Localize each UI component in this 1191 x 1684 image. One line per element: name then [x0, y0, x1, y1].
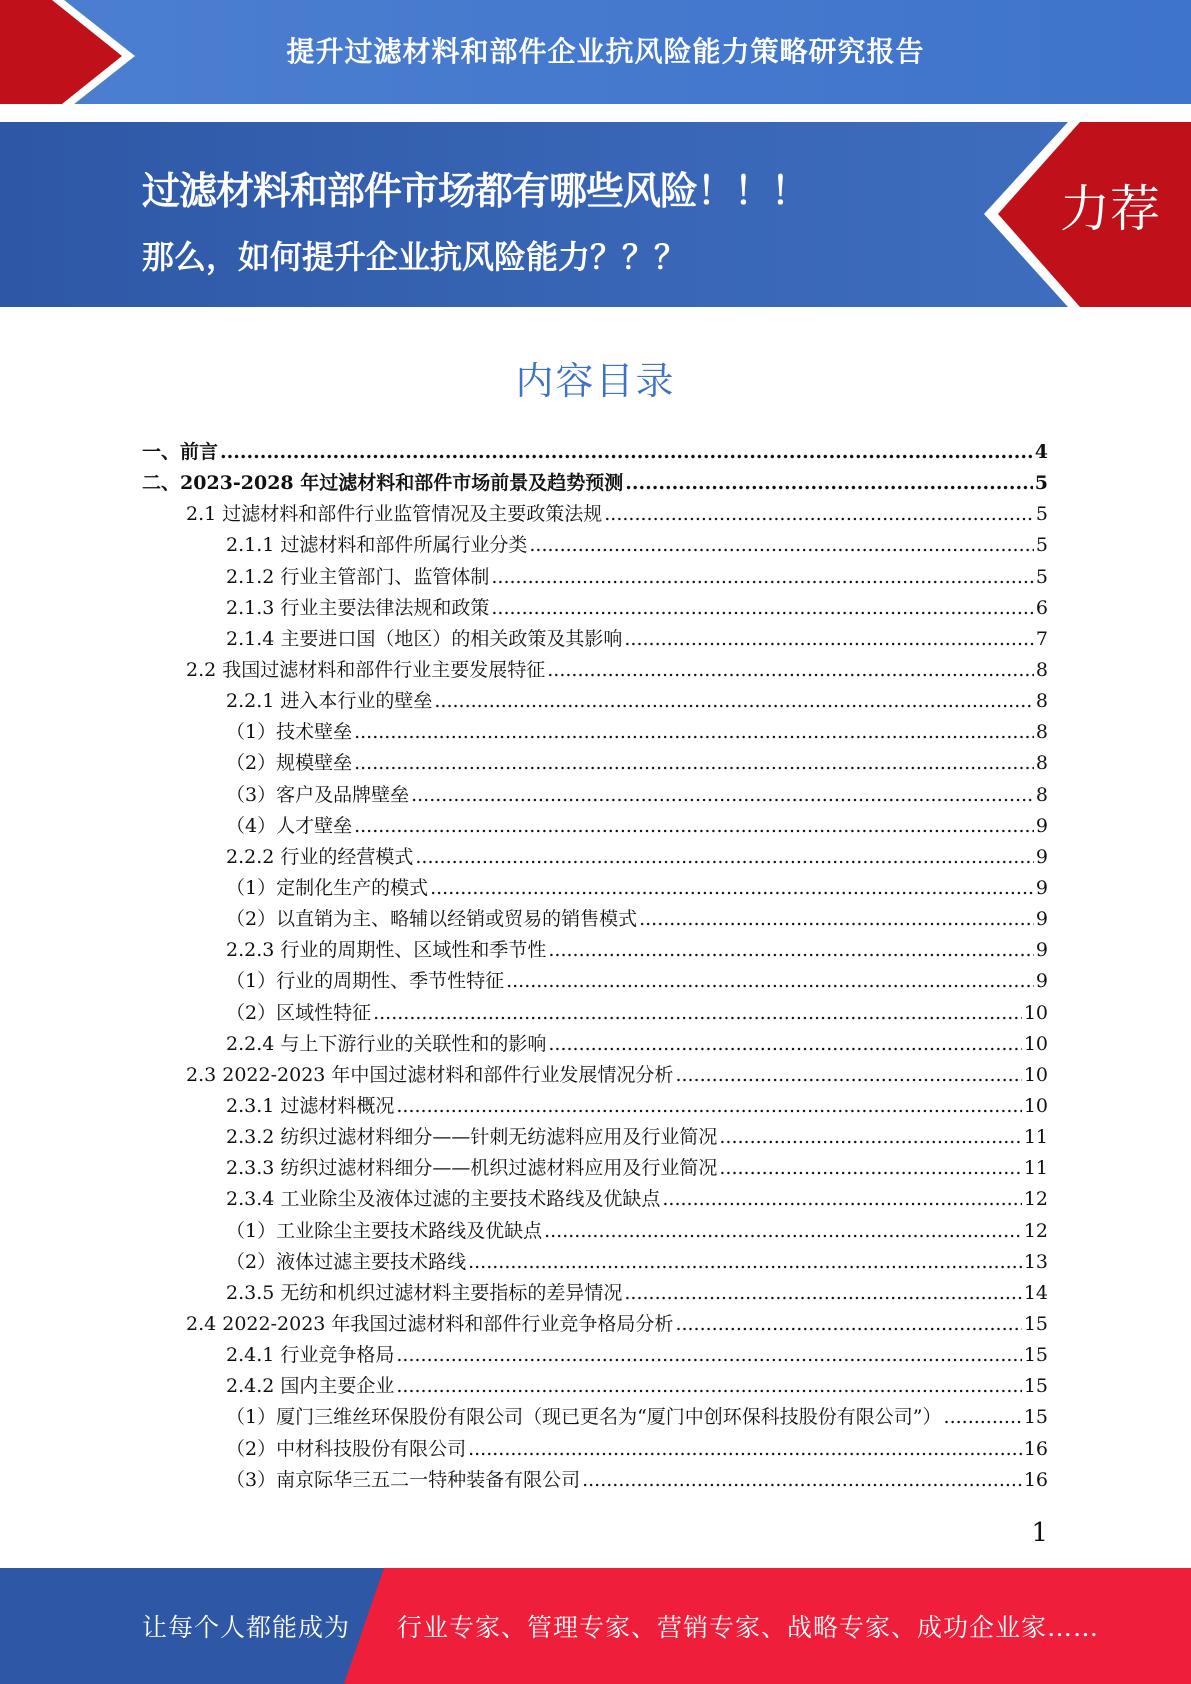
- toc-entry[interactable]: [142, 593, 1048, 624]
- toc-entry-title: （1）技术壁垒: [226, 721, 353, 744]
- footer-slogan-right: 行业专家、管理专家、营销专家、战略专家、成功企业家……: [397, 1613, 1100, 1642]
- toc-entry[interactable]: [142, 530, 1048, 561]
- toc-leader-dots: [582, 1465, 1022, 1496]
- toc-entry[interactable]: [142, 842, 1048, 873]
- toc-leader-dots: [411, 780, 1034, 811]
- toc-leader-dots: [354, 717, 1034, 748]
- toc-entry-title: 2.4 2022-2023 年我国过滤材料和部件行业竞争格局分析: [186, 1312, 674, 1335]
- toc-entry-page: 8: [1035, 721, 1048, 744]
- toc-entry[interactable]: [142, 1278, 1048, 1309]
- toc-entry-title: 2.4.1 行业竞争格局: [226, 1344, 395, 1367]
- toc-entry[interactable]: [142, 686, 1048, 717]
- toc-entry-title: （1）工业除尘主要技术路线及优缺点: [226, 1219, 543, 1242]
- footer-slogan-left: 让每个人都能成为: [142, 1613, 351, 1642]
- toc-entry[interactable]: [142, 468, 1048, 499]
- toc-entry-title: 2.1.2 行业主管部门、监管体制: [226, 565, 490, 588]
- toc-entry-title: 2.3.1 过滤材料概况: [226, 1094, 395, 1117]
- toc-entry-page: 8: [1035, 690, 1048, 713]
- toc-entry-page: 14: [1023, 1281, 1048, 1304]
- toc-entry[interactable]: [142, 998, 1048, 1029]
- toc-entry-page: 15: [1023, 1344, 1048, 1367]
- toc-leader-dots: [354, 748, 1034, 779]
- toc-entry-page: 4: [1034, 441, 1048, 463]
- toc-leader-dots: [396, 1371, 1021, 1402]
- toc-entry-page: 10: [1023, 1001, 1048, 1024]
- toc-leader-dots: [662, 1184, 1021, 1215]
- toc-entry-title: （1）定制化生产的模式: [226, 876, 429, 899]
- toc-entry-page: 16: [1023, 1437, 1048, 1460]
- toc-entry-page: 8: [1035, 783, 1048, 806]
- toc-entry[interactable]: [142, 1247, 1048, 1278]
- toc-leader-dots: [396, 1091, 1021, 1122]
- toc-entry-page: 6: [1035, 596, 1048, 619]
- toc-entry-title: 2.2.1 进入本行业的壁垒: [226, 690, 433, 713]
- toc-entry-title: （1）行业的周期性、季节性特征: [226, 970, 505, 993]
- toc-leader-dots: [468, 1247, 1022, 1278]
- toc-leader-dots: [415, 842, 1034, 873]
- hero-subheadline: 那么，如何提升企业抗风险能力？？？: [142, 238, 687, 276]
- toc-entry[interactable]: [142, 904, 1048, 935]
- toc-leader-dots: [719, 1153, 1021, 1184]
- toc-entry[interactable]: [142, 1340, 1048, 1371]
- toc-entry-page: 12: [1023, 1188, 1048, 1211]
- report-header-band: [0, 0, 1191, 112]
- toc-leader-dots: [624, 624, 1034, 655]
- toc-entry[interactable]: [142, 717, 1048, 748]
- toc-entry[interactable]: [142, 437, 1048, 468]
- toc-entry-page: 13: [1023, 1250, 1048, 1273]
- toc-entry-title: 2.1.4 主要进口国（地区）的相关政策及其影响: [226, 627, 623, 650]
- toc-entry[interactable]: [142, 1216, 1048, 1247]
- toc-entry-page: 12: [1023, 1219, 1048, 1242]
- toc-entry-title: （4）人才壁垒: [226, 814, 353, 837]
- toc-entry[interactable]: [142, 1029, 1048, 1060]
- toc-entry-page: 16: [1023, 1468, 1048, 1491]
- toc-leader-dots: [544, 1216, 1022, 1247]
- toc-leader-dots: [396, 1340, 1021, 1371]
- toc-leader-dots: [354, 811, 1034, 842]
- toc-entry-title: 2.2.4 与上下游行业的关联性和的影响: [226, 1032, 547, 1055]
- toc-leader-dots: [719, 1122, 1021, 1153]
- toc-leader-dots: [529, 530, 1034, 561]
- toc-entry[interactable]: [142, 1309, 1048, 1340]
- table-of-contents: [142, 437, 1048, 1496]
- toc-entry-page: 15: [1023, 1375, 1048, 1398]
- toc-entry-page: 15: [1023, 1312, 1048, 1335]
- toc-entry-page: 10: [1023, 1063, 1048, 1086]
- toc-leader-dots: [506, 966, 1034, 997]
- toc-leader-dots: [548, 935, 1034, 966]
- toc-entry-title: （2）中材科技股份有限公司: [226, 1437, 467, 1460]
- toc-entry-page: 7: [1035, 627, 1048, 650]
- toc-entry-title: 2.2 我国过滤材料和部件行业主要发展特征: [186, 658, 546, 681]
- toc-entry-page: 15: [1023, 1406, 1048, 1429]
- toc-entry-page: 9: [1035, 845, 1048, 868]
- toc-entry[interactable]: [142, 1434, 1048, 1465]
- toc-entry-page: 9: [1035, 908, 1048, 931]
- toc-entry-page: 11: [1023, 1126, 1048, 1149]
- toc-entry-page: 9: [1035, 876, 1048, 899]
- toc-entry-page: 9: [1035, 970, 1048, 993]
- toc-entry-page: 5: [1034, 472, 1048, 495]
- hero-headline: 过滤材料和部件市场都有哪些风险！！！: [142, 169, 809, 213]
- toc-entry-title: 2.3.2 纺织过滤材料细分——针刺无纺滤料应用及行业简况: [226, 1126, 718, 1149]
- toc-leader-dots: [624, 1278, 1021, 1309]
- toc-entry-page: 9: [1035, 814, 1048, 837]
- toc-entry[interactable]: [142, 1184, 1048, 1215]
- toc-entry[interactable]: [142, 655, 1048, 686]
- toc-entry[interactable]: [142, 1402, 1048, 1433]
- toc-leader-dots: [468, 1434, 1022, 1465]
- toc-entry[interactable]: [142, 811, 1048, 842]
- toc-entry-title: 一、前言: [142, 441, 219, 463]
- toc-entry-page: 11: [1023, 1157, 1048, 1180]
- toc-entry-page: 5: [1035, 534, 1048, 557]
- toc-leader-dots: [604, 499, 1034, 530]
- toc-entry-title: 2.1 过滤材料和部件行业监管情况及主要政策法规: [186, 503, 603, 526]
- toc-leader-dots: [434, 686, 1034, 717]
- hero-banner: [0, 122, 1191, 307]
- toc-leader-dots: [547, 655, 1034, 686]
- toc-entry[interactable]: [142, 1122, 1048, 1153]
- toc-entry-page: 8: [1035, 752, 1048, 775]
- toc-entry-title: 2.1.3 行业主要法律法规和政策: [226, 596, 490, 619]
- toc-entry-page: 10: [1023, 1032, 1048, 1055]
- report-title: 提升过滤材料和部件企业抗风险能力策略研究报告: [286, 35, 925, 68]
- toc-entry-title: （2）规模壁垒: [226, 752, 353, 775]
- toc-entry-title: （1）厦门三维丝环保股份有限公司（现已更名为“厦门中创环保科技股份有限公司”）: [226, 1406, 942, 1429]
- toc-leader-dots: [625, 468, 1033, 499]
- toc-entry[interactable]: [142, 966, 1048, 997]
- toc-entry-title: 2.3 2022-2023 年中国过滤材料和部件行业发展情况分析: [186, 1063, 674, 1086]
- toc-leader-dots: [491, 593, 1034, 624]
- toc-leader-dots: [675, 1060, 1021, 1091]
- toc-entry-title: 2.3.4 工业除尘及液体过滤的主要技术路线及优缺点: [226, 1188, 661, 1211]
- toc-entry[interactable]: [142, 562, 1048, 593]
- toc-leader-dots: [548, 1029, 1021, 1060]
- toc-entry[interactable]: [142, 780, 1048, 811]
- toc-entry-title: 2.1.1 过滤材料和部件所属行业分类: [226, 534, 528, 557]
- toc-entry[interactable]: [142, 1091, 1048, 1122]
- recommend-badge: 力荐: [1060, 180, 1160, 238]
- toc-entry[interactable]: [142, 1371, 1048, 1402]
- toc-entry-title: 2.3.3 纺织过滤材料细分——机织过滤材料应用及行业简况: [226, 1157, 718, 1180]
- toc-entry-title: （2）区域性特征: [226, 1001, 372, 1024]
- toc-entry-title: 二、2023-2028 年过滤材料和部件市场前景及趋势预测: [142, 472, 624, 495]
- toc-entry[interactable]: [142, 1060, 1048, 1091]
- toc-leader-dots: [944, 1402, 1022, 1433]
- toc-entry-title: （2）以直销为主、略辅以经销或贸易的销售模式: [226, 908, 638, 931]
- toc-entry-title: 2.4.2 国内主要企业: [226, 1375, 395, 1398]
- toc-entry-page: 5: [1035, 565, 1048, 588]
- toc-entry-title: 2.2.3 行业的周期性、区域性和季节性: [226, 939, 547, 962]
- toc-entry[interactable]: [142, 873, 1048, 904]
- toc-entry-page: 8: [1035, 658, 1048, 681]
- toc-leader-dots: [491, 562, 1034, 593]
- toc-entry[interactable]: [142, 935, 1048, 966]
- footer-banner: [0, 1568, 1191, 1684]
- toc-entry[interactable]: [142, 499, 1048, 530]
- toc-entry[interactable]: [142, 624, 1048, 655]
- toc-entry[interactable]: [142, 1153, 1048, 1184]
- toc-entry[interactable]: [142, 748, 1048, 779]
- toc-entry-title: （3）南京际华三五二一特种装备有限公司: [226, 1468, 581, 1491]
- toc-entry-title: （2）液体过滤主要技术路线: [226, 1250, 467, 1273]
- toc-entry[interactable]: [142, 1465, 1048, 1496]
- toc-entry-page: 5: [1035, 503, 1048, 526]
- toc-leader-dots: [220, 437, 1033, 468]
- toc-entry-title: 2.2.2 行业的经营模式: [226, 845, 414, 868]
- toc-entry-title: （3）客户及品牌壁垒: [226, 783, 410, 806]
- toc-leader-dots: [430, 873, 1034, 904]
- page-number: 1: [1031, 1518, 1048, 1548]
- toc-leader-dots: [373, 998, 1022, 1029]
- toc-leader-dots: [639, 904, 1034, 935]
- toc-entry-page: 9: [1035, 939, 1048, 962]
- toc-leader-dots: [675, 1309, 1021, 1340]
- toc-entry-page: 10: [1023, 1094, 1048, 1117]
- toc-title: 内容目录: [515, 359, 676, 403]
- toc-entry-title: 2.3.5 无纺和机织过滤材料主要指标的差异情况: [226, 1281, 623, 1304]
